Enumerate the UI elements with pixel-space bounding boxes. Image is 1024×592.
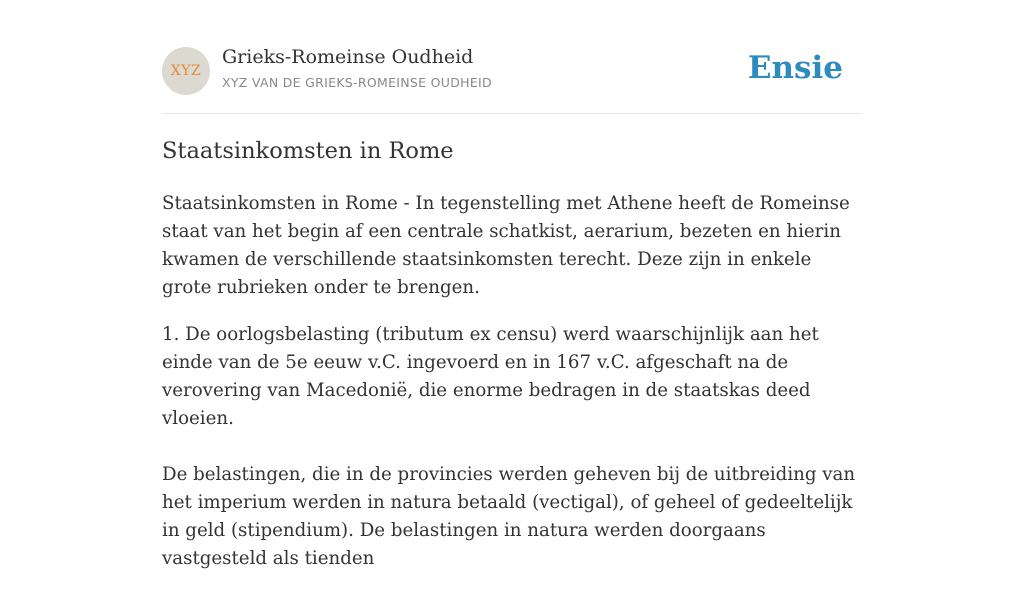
article-container: [162, 0, 862, 569]
avatar-text: XYZ: [170, 63, 202, 79]
brand-logo[interactable]: Ensie: [747, 50, 843, 86]
paragraph-intro: Staatsinkomsten in Rome - In tegenstelling met Athene heeft de Romeinse staat van het begin af een centrale schatkist, aerarium, bezeten en hierin kwamen de verschillende staatsinkomsten terecht. Deze zijn in enkele grote rubrieken onder te brengen.: [162, 193, 850, 298]
source-header: [162, 0, 862, 114]
article-body: [162, 190, 862, 592]
avatar[interactable]: [162, 47, 210, 95]
source-subtitle[interactable]: XYZ VAN DE GRIEKS-ROMEINSE OUDHEID: [222, 75, 492, 90]
paragraph-1: 1. De oorlogsbelasting (tributum ex censu) werd waarschijnlijk aan het einde van de 5e eeuw v.C. ingevoerd en in 167 v.C. afgeschaft na de verovering van Macedonië, die enorme bedragen in de staatskas deed vloeien.: [162, 324, 819, 429]
source-title[interactable]: Grieks-Romeinse Oudheid: [222, 46, 474, 68]
article-title: Staatsinkomsten in Rome: [162, 138, 454, 164]
paragraph-2: De belastingen, die in de provincies werden geheven bij de uitbreiding van het imperium werden in natura betaald (vectigal), of geheel of gedeeltelijk in geld (stipendium). De belastingen in natura werden doorgaans vastgesteld als tienden: [162, 464, 856, 569]
